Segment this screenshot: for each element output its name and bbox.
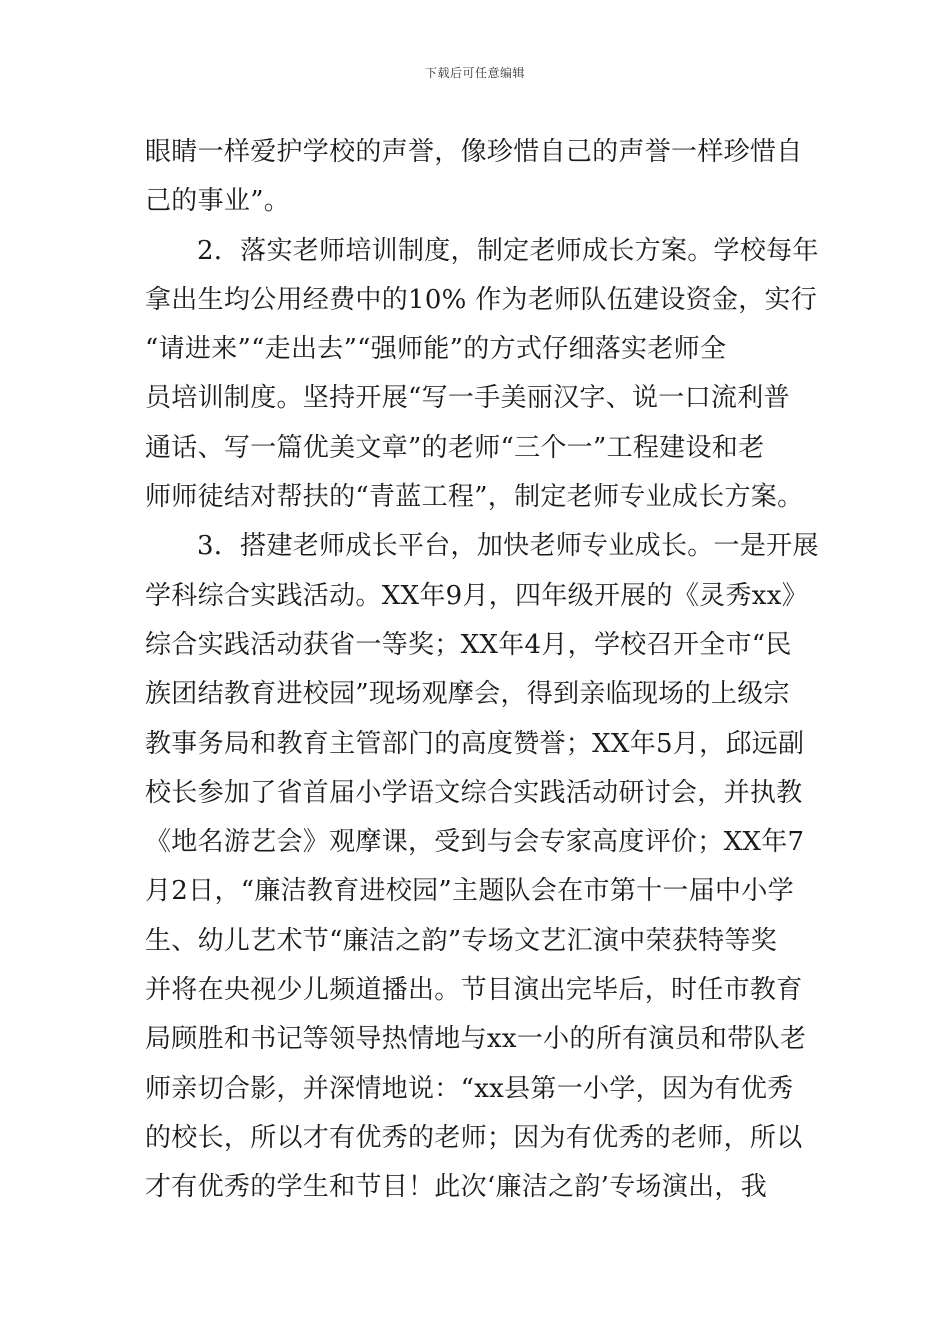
text-line: 学科综合实践活动。XX年9月，四年级开展的《灵秀xx》	[145, 580, 808, 611]
text-line: 族团结教育进校园”现场观摩会，得到亲临现场的上级宗	[145, 679, 790, 710]
text-line: 月2日，“廉洁教育进校园”主题队会在市第十一届中小学	[145, 876, 794, 907]
text-line: 才有优秀的学生和节目！此次‘廉洁之韵’专场演出，我	[145, 1172, 768, 1203]
text-line: 教事务局和教育主管部门的高度赞誉；XX年5月，邱远副	[145, 728, 805, 759]
page-header: 下载后可任意编辑	[424, 66, 525, 80]
text-line: 综合实践活动获省一等奖；XX年4月，学校召开全市“民	[145, 629, 792, 660]
text-line: 师亲切合影，并深情地说：“xx县第一小学，因为有优秀	[145, 1073, 794, 1104]
text-line: 的校长，所以才有优秀的老师；因为有优秀的老师，所以	[145, 1122, 803, 1153]
text-line: 己的事业”。	[145, 186, 291, 217]
text-line: “请进来”“走出去”“强师能”的方式仔细落实老师全	[145, 334, 727, 365]
text-line: 通话、写一篇优美文章”的老师“三个一”工程建设和老	[145, 432, 765, 463]
text-line: 并将在央视少儿频道播出。节目演出完毕后，时任市教育	[145, 975, 803, 1006]
text-line: 眼睛一样爱护学校的声誉，像珍惜自己的声誉一样珍惜自	[145, 137, 803, 167]
text-line: 师师徒结对帮扶的“青蓝工程”，制定老师专业成长方案。	[145, 482, 804, 513]
text-line: 拿出生均公用经费中的10% 作为老师队伍建设资金，实行	[145, 284, 818, 315]
text-line: 员培训制度。坚持开展“写一手美丽汉字、说一口流利普	[145, 383, 790, 414]
text-line: 3．搭建老师成长平台，加快老师专业成长。一是开展	[197, 531, 819, 562]
text-line: 校长参加了省首届小学语文综合实践活动研讨会，并执教	[145, 777, 803, 808]
body-text	[145, 128, 819, 1213]
text-line: 局顾胜和书记等领导热情地与xx一小的所有演员和带队老	[145, 1024, 807, 1055]
text-line: 《地名游艺会》观摩课，受到与会专家高度评价；XX年7	[145, 827, 805, 858]
text-line: 2．落实老师培训制度，制定老师成长方案。学校每年	[197, 235, 819, 266]
text-line: 生、幼儿艺术节“廉洁之韵”专场文艺汇演中荣获特等奖	[145, 925, 778, 956]
